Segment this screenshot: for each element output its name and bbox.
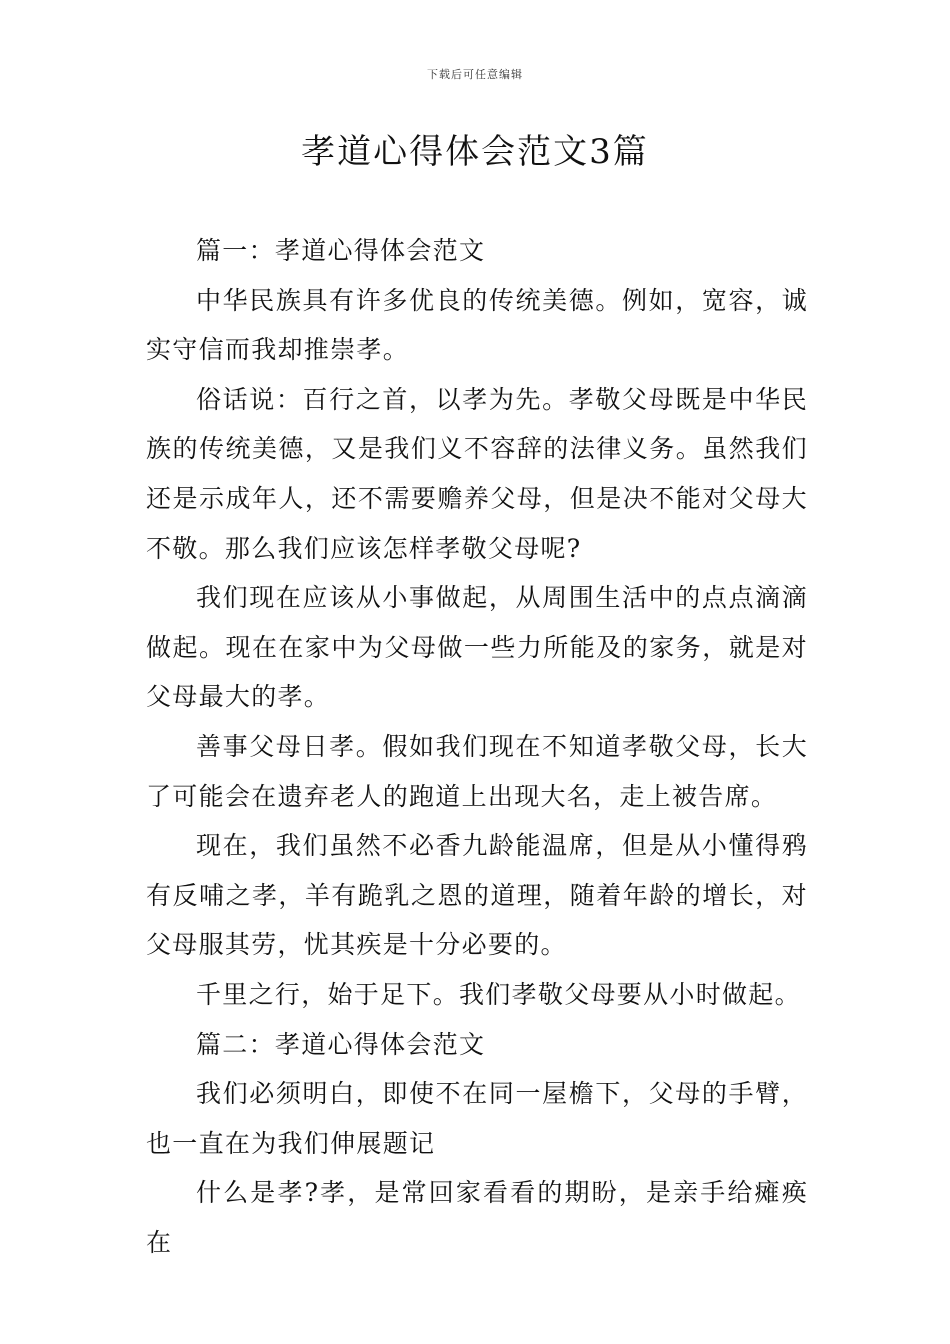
paragraph: 善事父母日孝。假如我们现在不知道孝敬父母，长大了可能会在遗弃老人的跑道上出现大名，走上被告席。	[146, 731, 808, 811]
section-heading-1: 篇一：孝道心得体会范文	[196, 236, 486, 265]
paragraph: 俗话说：百行之首，以孝为先。孝敬父母既是中华民族的传统美德，又是我们义不容辞的法律义务。虽然我们还是示成年人，还不需要赡养父母，但是决不能对父母大不敬。那么我们应该怎样孝敬父母呢?	[146, 384, 808, 563]
paragraph: 中华民族具有许多优良的传统美德。例如，宽容，诚实守信而我却推崇孝。	[146, 285, 808, 365]
document-body	[146, 226, 808, 1267]
header-note: 下载后可任意编辑	[427, 68, 523, 81]
section-heading-2: 篇二：孝道心得体会范文	[196, 1029, 486, 1059]
paragraph: 什么是孝?孝，是常回家看看的期盼，是亲手给瘫痪在	[146, 1178, 808, 1257]
paragraph: 现在，我们虽然不必香九龄能温席，但是从小懂得鸦有反哺之孝，羊有跪乳之恩的道理，随着年龄的增长，对父母服其劳，忧其疾是十分必要的。	[146, 831, 808, 960]
paragraph: 我们必须明白，即使不在同一屋檐下，父母的手臂，也一直在为我们伸展题记	[146, 1079, 808, 1158]
paragraph: 千里之行，始于足下。我们孝敬父母要从小时做起。	[196, 979, 801, 1009]
paragraph: 我们现在应该从小事做起，从周围生活中的点点滴滴做起。现在在家中为父母做一些力所能及的家务，就是对父母最大的孝。	[146, 583, 808, 712]
document-title: 孝道心得体会范文3篇	[301, 132, 649, 172]
